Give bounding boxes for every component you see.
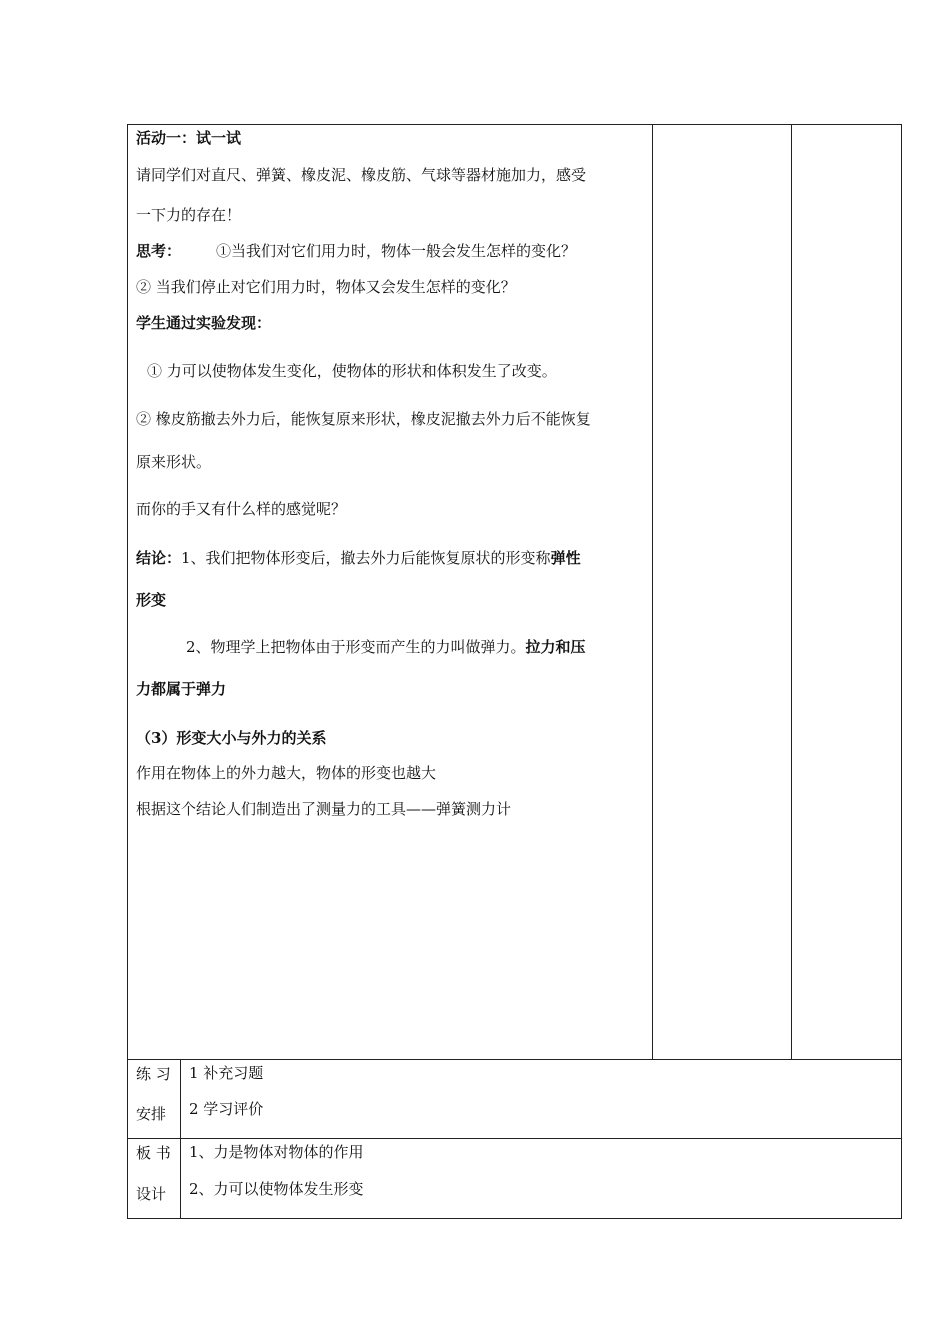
board-item-1: 1、力是物体对物体的作用 [189, 1143, 364, 1161]
think-label: 思考： [136, 242, 182, 260]
practice-label-line2: 安排 [136, 1105, 167, 1123]
think-question-1: ①当我们对它们用力时，物体一般会发生怎样的变化？ [216, 242, 577, 260]
conclusion-2-text: 2、物理学上把物体由于形变而产生的力叫做弹力。 [186, 638, 526, 656]
finding-2-line1: ② 橡皮筋撤去外力后，能恢复原来形状，橡皮泥撤去外力后不能恢复 [136, 410, 591, 428]
think-question-2: ② 当我们停止对它们用力时，物体又会发生怎样的变化？ [136, 278, 516, 296]
board-item-2: 2、力可以使物体发生形变 [189, 1180, 364, 1198]
section-3-line2: 根据这个结论人们制造出了测量力的工具——弹簧测力计 [136, 800, 512, 818]
board-label-line1: 板 书 [136, 1144, 171, 1162]
hand-question: 而你的手又有什么样的感觉呢？ [136, 500, 347, 518]
conclusion-1-bold-a: 弹性 [550, 549, 581, 567]
conclusion-1-bold-b: 形变 [136, 591, 167, 609]
board-label-line2: 设计 [136, 1185, 167, 1203]
conclusion-1 [136, 548, 581, 568]
label-divider [180, 1059, 181, 1219]
conclusion-2-bold-a: 拉力和压 [525, 638, 586, 656]
practice-label-line1: 练 习 [136, 1065, 171, 1083]
activity-title: 活动一：试一试 [136, 129, 242, 147]
section-3-title: （3）形变大小与外力的关系 [136, 729, 327, 747]
column-divider [652, 124, 653, 1059]
practice-item-2: 2 学习评价 [189, 1100, 264, 1118]
section-3-line1: 作用在物体上的外力越大，物体的形变也越大 [136, 764, 437, 782]
conclusion-2-bold-b: 力都属于弹力 [136, 680, 227, 698]
conclusion-label: 结论： [136, 549, 182, 567]
conclusion-1-text: 1、我们把物体形变后，撤去外力后能恢复原状的形变称 [181, 549, 551, 567]
conclusion-2 [186, 637, 586, 657]
practice-item-1: 1 补充习题 [189, 1064, 264, 1082]
activity-intro-line1: 请同学们对直尺、弹簧、橡皮泥、橡皮筋、气球等器材施加力，感受 [136, 166, 587, 184]
finding-1: ① 力可以使物体发生变化，使物体的形状和体积发生了改变。 [147, 362, 557, 380]
finding-title: 学生通过实验发现： [136, 314, 272, 332]
row-divider [127, 1059, 902, 1060]
finding-2-line2: 原来形状。 [136, 453, 212, 471]
column-divider [791, 124, 792, 1059]
row-divider [127, 1138, 902, 1139]
activity-intro-line2: 一下力的存在！ [136, 206, 242, 224]
